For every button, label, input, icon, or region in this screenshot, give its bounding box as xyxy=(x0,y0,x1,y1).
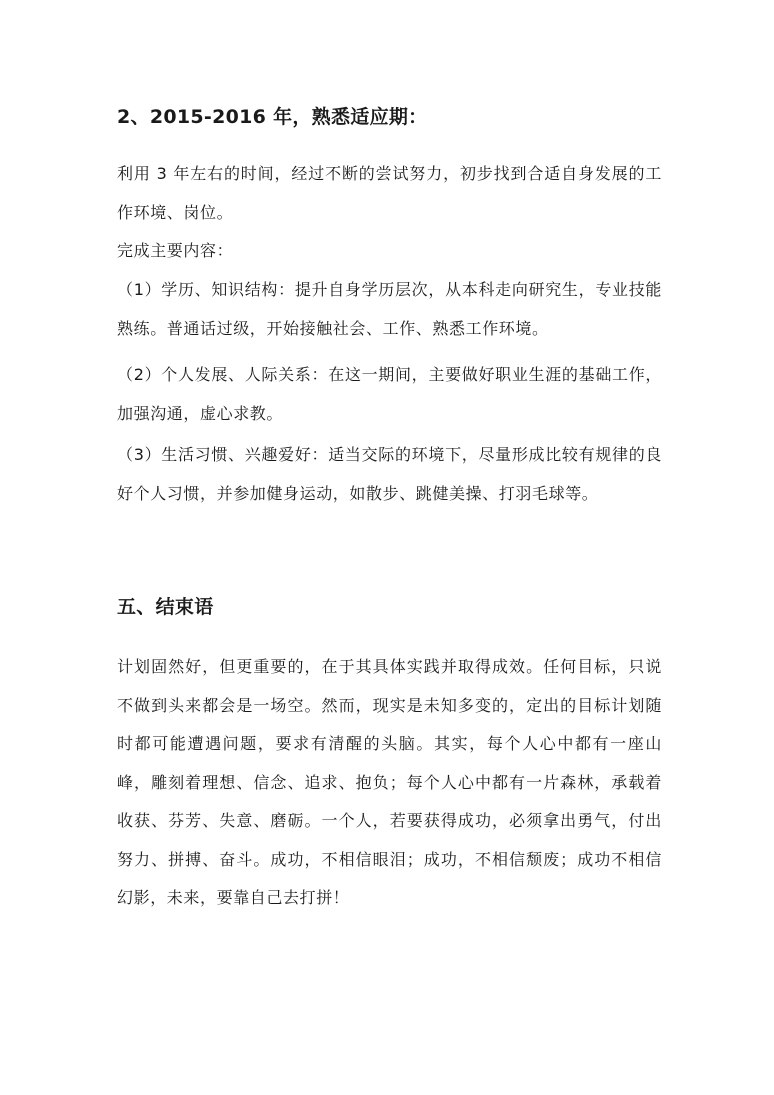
section-5-heading: 五、结束语 xyxy=(117,596,214,618)
section-2-heading: 2、2015-2016 年，熟悉适应期： xyxy=(117,106,428,128)
section-2-intro-paragraph: 利用 3 年左右的时间，经过不断的尝试努力，初步找到合适自身发展的工作环境、岗位。 xyxy=(117,164,662,222)
item-3-paragraph: （3）生活习惯、兴趣爱好：适当交际的环境下，尽量形成比较有规律的良好个人习惯，并参加健身运动，如散步、跳健美操、打羽毛球等。 xyxy=(117,445,662,503)
main-content-label: 完成主要内容： xyxy=(117,241,234,260)
item-1-paragraph: （1）学历、知识结构：提升自身学历层次，从本科走向研究生，专业技能熟练。普通话过级，开始接触社会、工作、熟悉工作环境。 xyxy=(117,280,662,338)
item-2-paragraph: （2）个人发展、人际关系：在这一期间，主要做好职业生涯的基础工作，加强沟通，虚心求教。 xyxy=(117,365,662,423)
conclusion-paragraph: 计划固然好，但更重要的，在于其具体实践并取得成效。任何目标，只说不做到头来都会是一场空。然而，现实是未知多变的，定出的目标计划随时都可能遭遇问题，要求有清醒的头脑。其实，每个人心中都有一座山峰，雕刻着理想、信念、追求、抱负；每个人心中都有一片森林，承载着收获、芬芳、失意、磨砺。一个人，若要获得成功，必须拿出勇气，付出努力、拼搏、奋斗。成功，不相信眼泪；成功，不相信颓废；成功不相信幻影，未来，要靠自己去打拼！ xyxy=(117,657,662,907)
